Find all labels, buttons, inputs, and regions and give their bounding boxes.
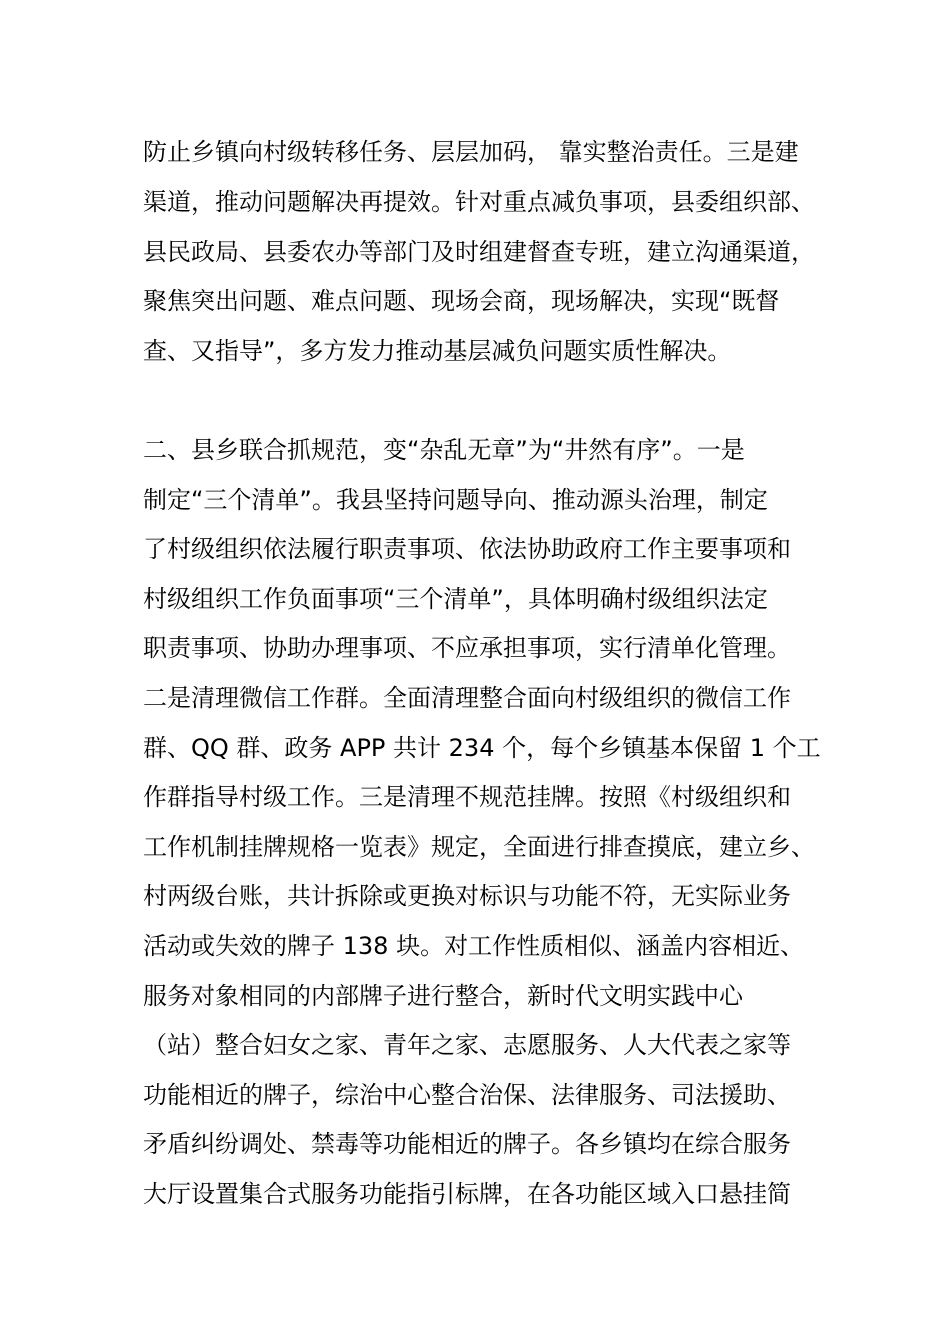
- text-line: 制定“三个清单”。我县坚持问题导向、推动源头治理，制定: [143, 486, 768, 514]
- text-line: 村级组织工作负面事项“三个清单”，具体明确村级组织法定: [143, 585, 768, 613]
- text-line: （站）整合妇女之家、青年之家、志愿服务、人大代表之家等: [143, 1031, 791, 1059]
- text-line: 二、县乡联合抓规范，变“杂乱无章”为“井然有序”。一是: [143, 436, 745, 464]
- text-line: 查、又指导”，多方发力推动基层减负问题实质性解决。: [143, 337, 732, 365]
- text-line: 职责事项、协助办理事项、不应承担事项，实行清单化管理。: [143, 634, 791, 662]
- text-line: 功能相近的牌子，综治中心整合治保、法律服务、司法援助、: [143, 1081, 791, 1109]
- text-line: 矛盾纠纷调处、禁毒等功能相近的牌子。各乡镇均在综合服务: [143, 1130, 791, 1158]
- text-line: 大厅设置集合式服务功能指引标牌，在各功能区域入口悬挂简: [143, 1180, 791, 1208]
- text-line: 渠道，推动问题解决再提效。针对重点减负事项，县委组织部、: [143, 188, 815, 216]
- text-line: 防止乡镇向村级转移任务、层层加码， 靠实整治责任。三是建: [143, 138, 799, 166]
- text-line: 二是清理微信工作群。全面清理整合面向村级组织的微信工作: [143, 684, 791, 712]
- text-line: 县民政局、县委农办等部门及时组建督查专班，建立沟通渠道，: [143, 238, 815, 266]
- text-line: 活动或失效的牌子 138 块。对工作性质相似、涵盖内容相近、: [143, 932, 805, 960]
- text-line: 工作机制挂牌规格一览表》规定，全面进行排查摸底，建立乡、: [143, 833, 815, 861]
- text-line: 聚焦突出问题、难点问题、现场会商，现场解决，实现“既督: [143, 287, 780, 315]
- text-line: 服务对象相同的内部牌子进行整合，新时代文明实践中心: [143, 982, 743, 1010]
- text-line: 作群指导村级工作。三是清理不规范挂牌。按照《村级组织和: [143, 783, 791, 811]
- text-line: 了村级组织依法履行职责事项、依法协助政府工作主要事项和: [143, 535, 791, 563]
- text-line: 群、QQ 群、政务 APP 共计 234 个，每个乡镇基本保留 1 个工: [143, 734, 821, 762]
- blank-line: [143, 376, 823, 426]
- text-line: 村两级台账，共计拆除或更换对标识与功能不符，无实际业务: [143, 882, 791, 910]
